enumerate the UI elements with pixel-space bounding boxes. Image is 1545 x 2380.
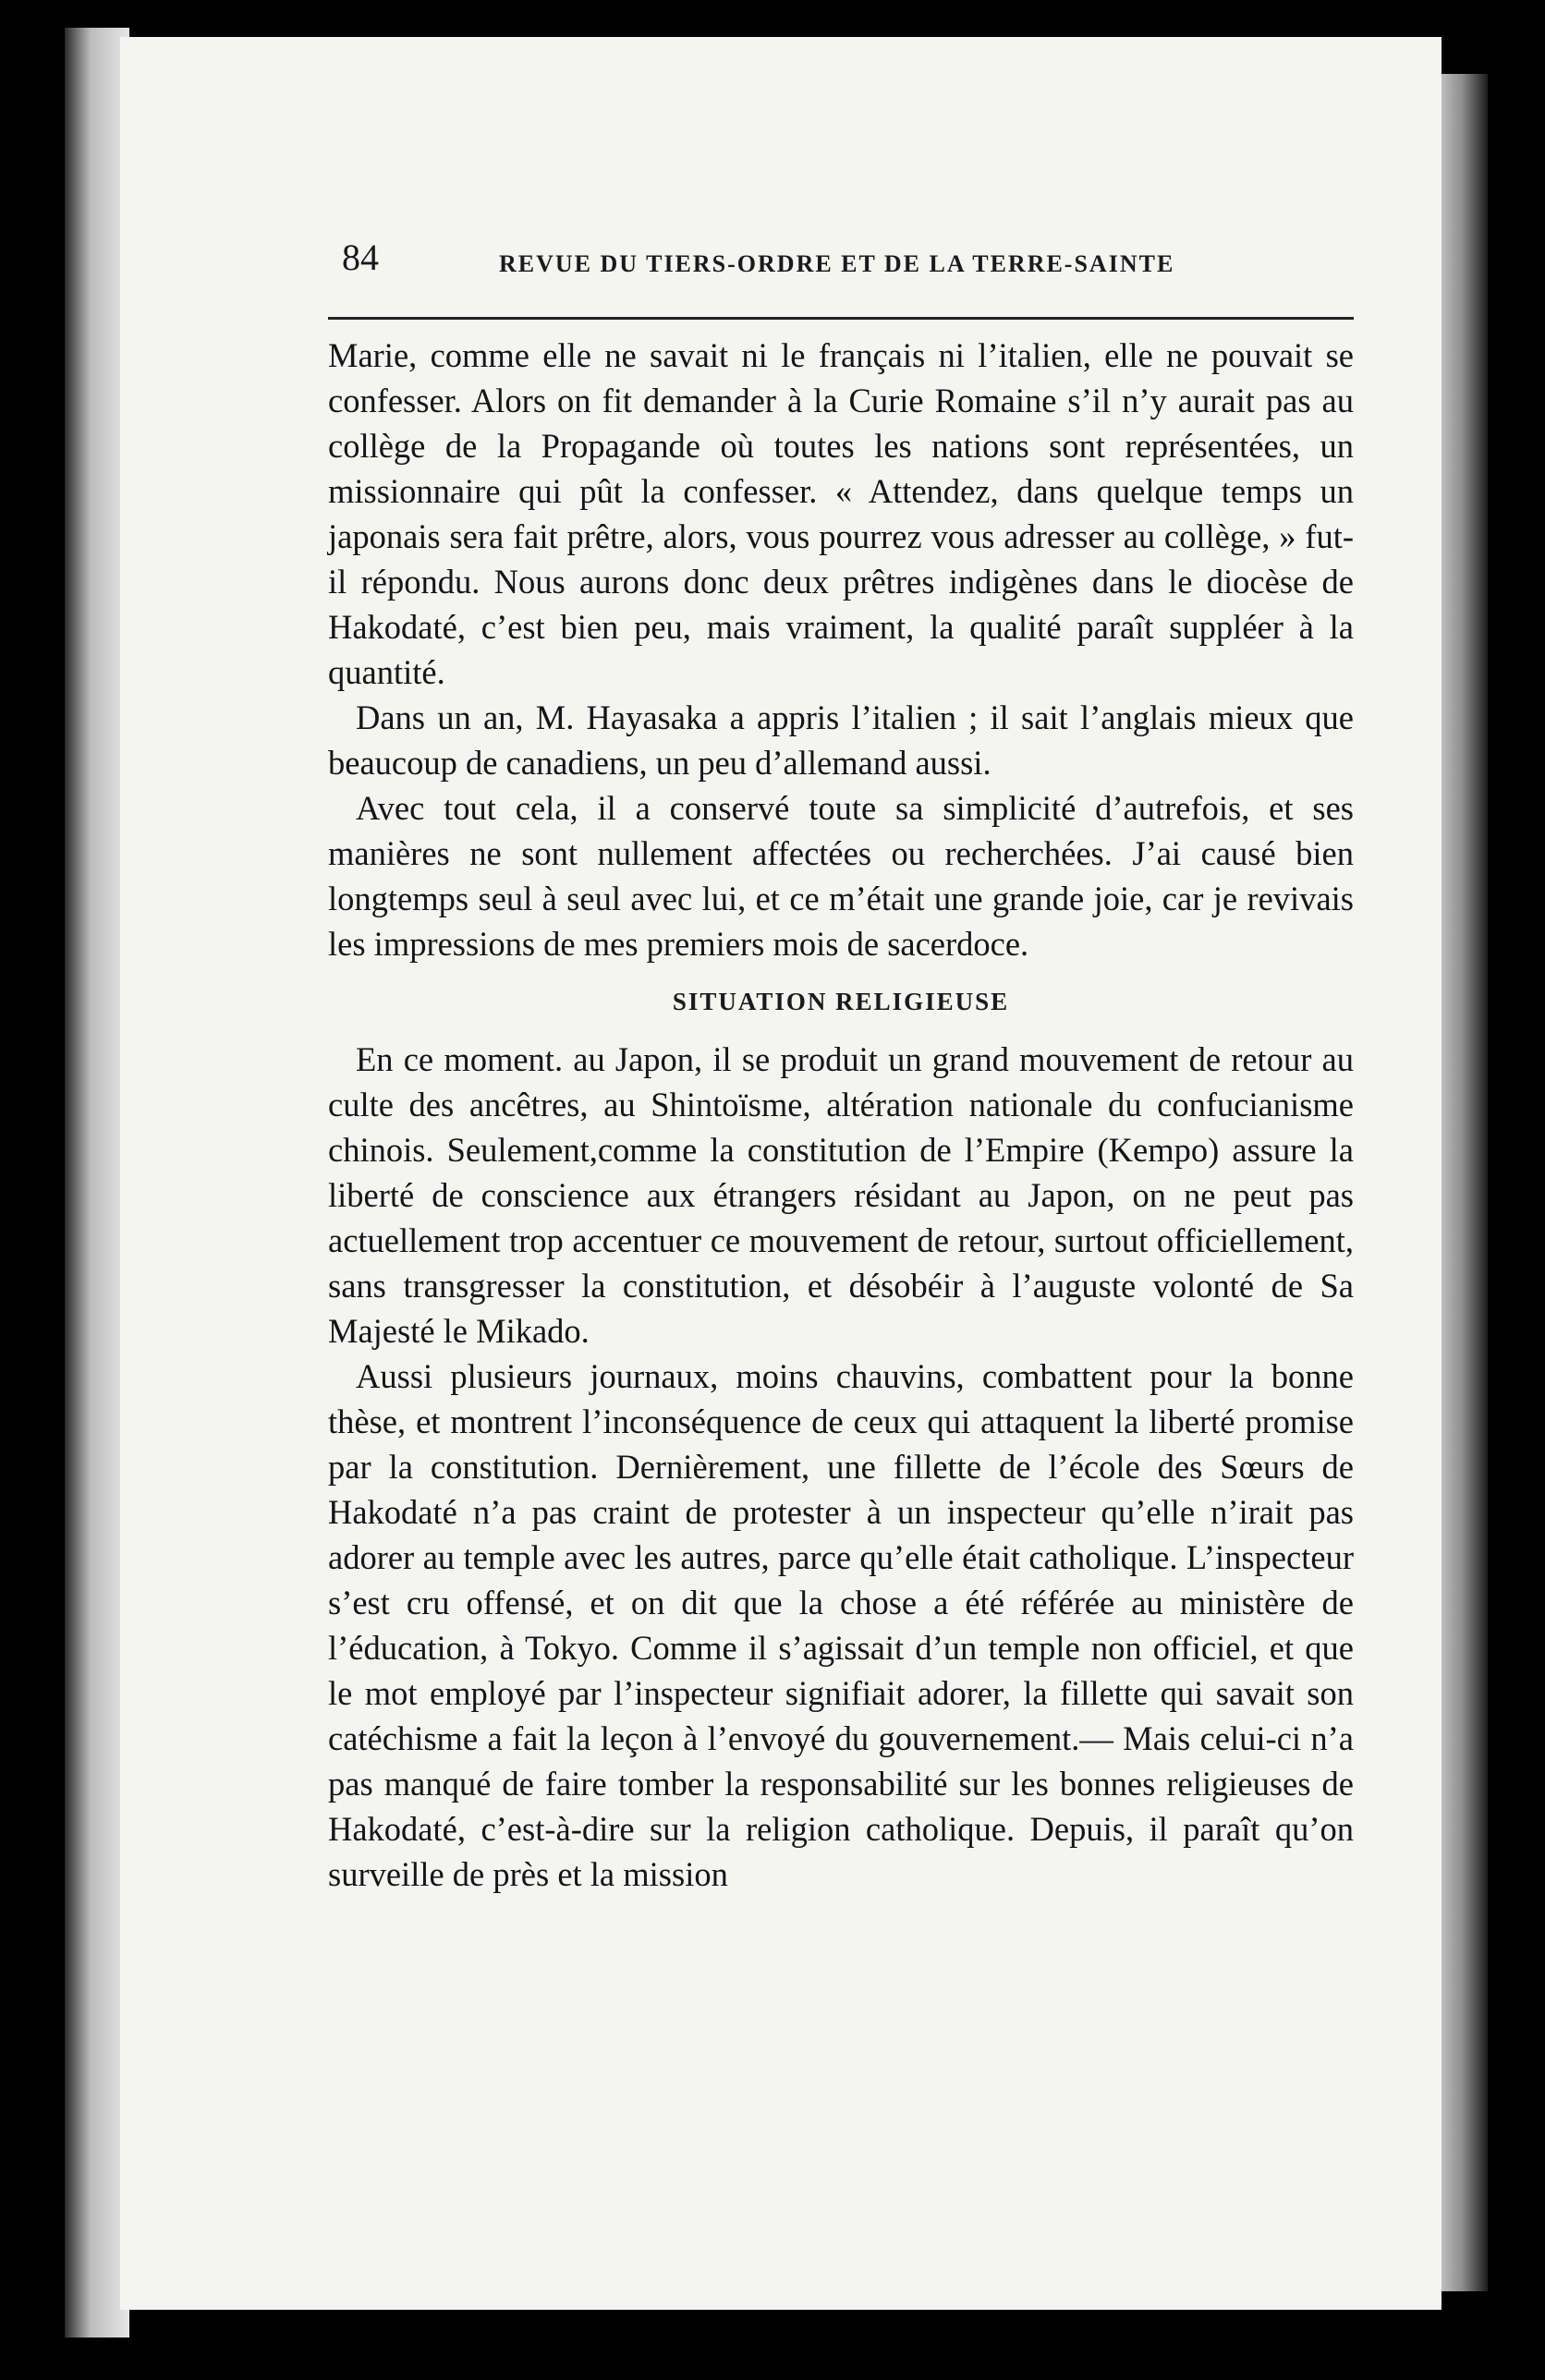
paragraph: Dans un an, M. Hayasaka a appris l’italien ; il sait l’anglais mieux que beaucoup de canadiens, un peu d’allemand aussi. <box>328 698 1354 782</box>
paragraph: Aussi plusieurs journaux, moins chauvins, combattent pour la bonne thèse, et montrent l’inconséquence de ceux qui attaquent la liberté promise par la constitution. Dernièrement, une fillette de l’école des Sœurs de Hakodaté n’a pas craint de protester à un inspecteur qu’elle n’irait pas adorer au temple avec les autres, parce qu’elle était catholique. L’inspecteur s’est cru offensé, et on dit que la chose a été référée au ministère de l’éducation, à Tokyo. Comme il s’agissait d’un temple non officiel, et que le mot employé par l’inspecteur signifiait adorer, la fillette qui savait son catéchisme a fait la leçon à l’envoyé du gouvernement.— Mais celui-ci n’a pas manqué de faire tomber la responsabilité sur les bonnes religieuses de Hakodaté, c’est-à-dire sur la religion catholique. Depuis, il paraît qu’on surveille de près et la mission <box>328 1357 1354 1893</box>
section-heading: SITUATION RELIGIEUSE <box>672 988 1010 1015</box>
page-number: 84 <box>342 237 379 278</box>
paragraph: Avec tout cela, il a conservé toute sa simplicité d’autrefois, et ses manières ne sont nullement affectées ou recherchées. J’ai causé bien longtemps seul à seul avec lui, et ce m’était une grande joie, car je revivais les impressions de mes premiers mois de sacerdoce. <box>328 789 1354 963</box>
paragraph: En ce moment. au Japon, il se produit un grand mouvement de retour au culte des ancêtres, au Shintoïsme, altération nationale du confucianisme chinois. Seulement,comme la constitution de l’Empire (Kempo) assure la liberté de conscience aux étrangers résidant au Japon, on ne peut pas actuellement trop accentuer ce mouvement de retour, surtout officiellement, sans transgresser la constitution, et désobéir à l’auguste volonté de Sa Majesté le Mikado. <box>328 1040 1354 1350</box>
header-rule <box>328 317 1354 320</box>
running-title: REVUE DU TIERS-ORDRE ET DE LA TERRE-SAINTE <box>499 250 1175 277</box>
paragraph: Marie, comme elle ne savait ni le français ni l’italien, elle ne pouvait se confesser. Alors on fit demander à la Curie Romaine s’il n’y aurait pas au collège de la Propagande où toutes les nations sont représentées, un missionnaire qui pût la confesser. « Attendez, dans quelque temps un japonais sera fait prêtre, alors, vous pourrez vous adresser au collège, » fut-il répondu. Nous aurons donc deux prêtres indigènes dans le diocèse de Hakodaté, c’est bien peu, mais vraiment, la qualité paraît suppléer à la quantité. <box>328 336 1354 691</box>
page-header <box>222 236 1354 310</box>
page-body <box>328 333 1354 1897</box>
